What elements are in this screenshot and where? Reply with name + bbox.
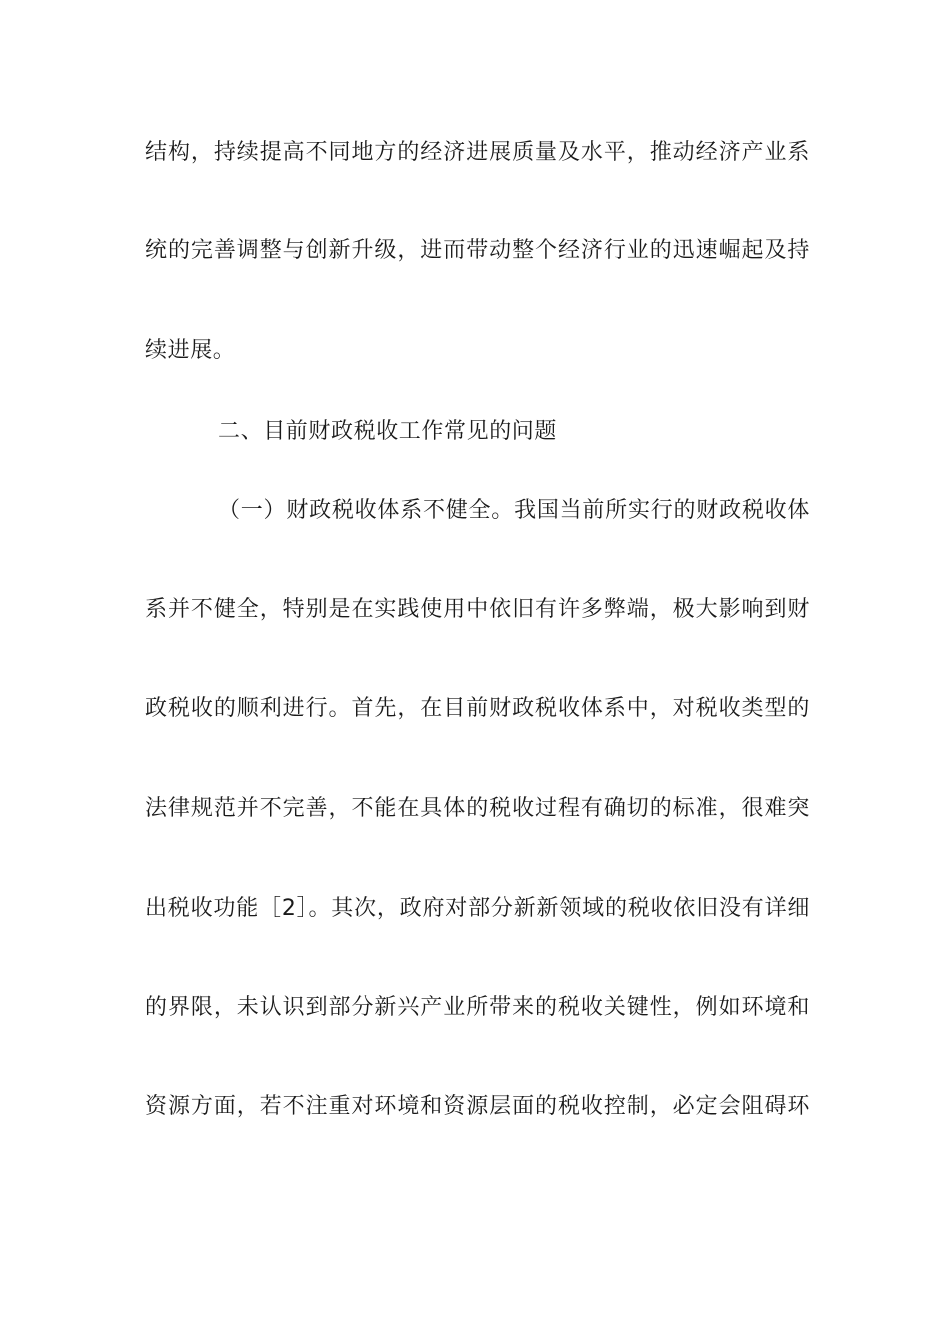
paragraph-line: 的界限，未认识到部分新兴产业所带来的税收关键性，例如环境和 — [145, 995, 810, 1020]
paragraph-line: 出税收功能［2］。其次，政府对部分新新领域的税收依旧没有详细 — [145, 896, 810, 921]
paragraph-line: 续进展。 — [145, 338, 236, 363]
paragraph-line: 法律规范并不完善，不能在具体的税收过程有确切的标准，很难突 — [145, 796, 810, 821]
paragraph-line: 资源方面，若不注重对环境和资源层面的税收控制，必定会阻碍环 — [145, 1094, 810, 1119]
paragraph-line: 结构，持续提高不同地方的经济进展质量及水平，推动经济产业系 — [145, 140, 810, 165]
paragraph-line: 系并不健全，特别是在实践使用中依旧有许多弊端，极大影响到财 — [145, 597, 810, 622]
section-heading: 二、目前财政税收工作常见的问题 — [218, 419, 558, 444]
paragraph-line: （一）财政税收体系不健全。我国当前所实行的财政税收体 — [218, 498, 810, 523]
paragraph-line: 统的完善调整与创新升级，进而带动整个经济行业的迅速崛起及持 — [145, 238, 810, 263]
paragraph-line: 政税收的顺利进行。首先，在目前财政税收体系中，对税收类型的 — [145, 696, 810, 721]
